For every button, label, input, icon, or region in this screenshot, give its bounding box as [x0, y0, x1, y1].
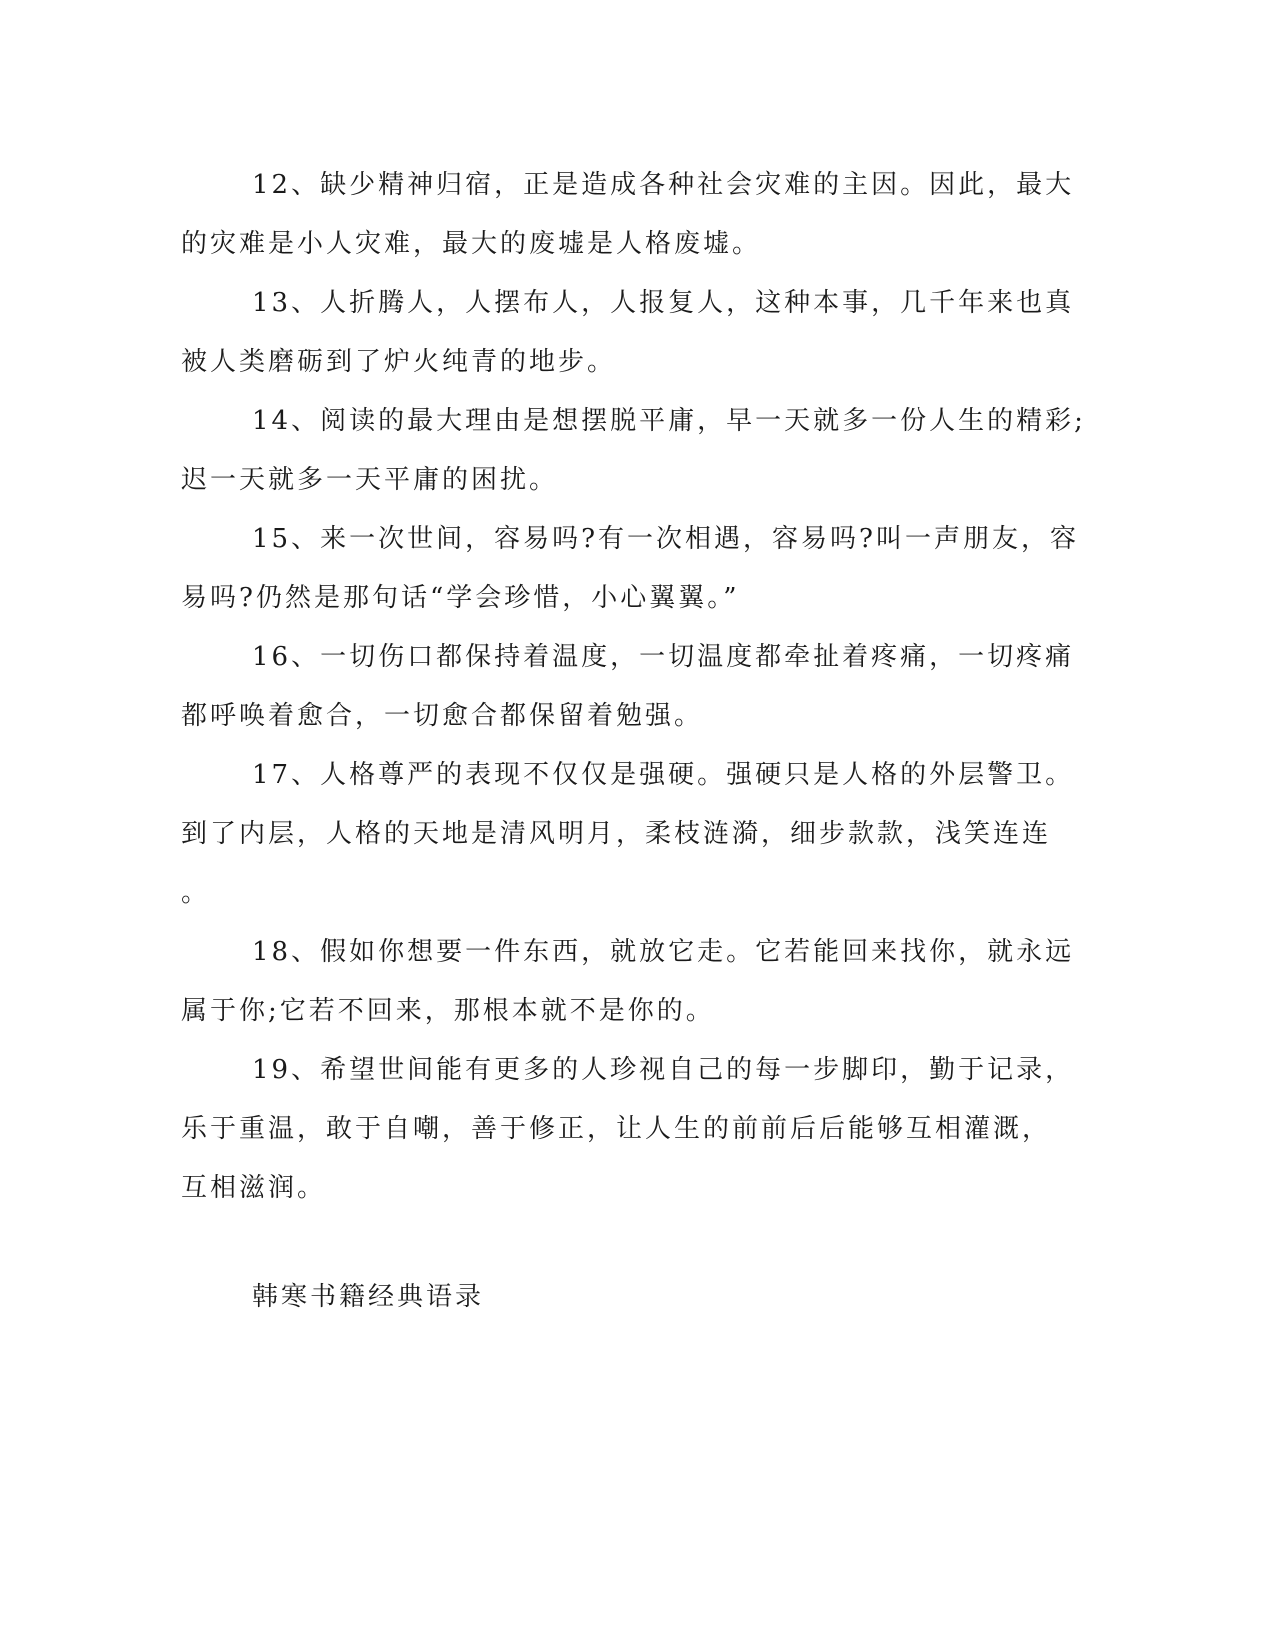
quote-13-line-1: 13、人折腾人，人摆布人，人报复人，这种本事，几千年来也真: [252, 288, 1075, 318]
quote-18-line-1: 18、假如你想要一件东西，就放它走。它若能回来找你，就永远: [252, 937, 1075, 967]
quote-17-line-2: 到了内层，人格的天地是清风明月，柔枝涟漪，细步款款，浅笑连连: [181, 819, 1052, 849]
quote-18: [181, 923, 1075, 1041]
quote-12: [181, 156, 1075, 274]
quote-18-line-2: 属于你;它若不回来，那根本就不是你的。: [181, 996, 715, 1026]
quote-19-line-3: 互相滋润。: [181, 1173, 327, 1203]
quote-15: [181, 510, 1079, 628]
quote-14-line-1: 14、阅读的最大理由是想摆脱平庸，早一天就多一份人生的精彩;: [252, 406, 1086, 436]
quote-17: [181, 746, 1075, 923]
quote-14-line-2: 迟一天就多一天平庸的困扰。: [181, 465, 559, 495]
quote-12-line-2: 的灾难是小人灾难，最大的废墟是人格废墟。: [181, 229, 762, 259]
quote-15-line-2: 易吗?仍然是那句话“学会珍惜，小心翼翼。”: [181, 583, 740, 613]
quote-15-line-1: 15、来一次世间，容易吗?有一次相遇，容易吗?叫一声朋友，容: [252, 524, 1079, 554]
quote-19-line-2: 乐于重温，敢于自嘲，善于修正，让人生的前前后后能够互相灌溉，: [181, 1114, 1052, 1144]
quote-19: [181, 1041, 1075, 1218]
quote-list: [181, 156, 1086, 1218]
quote-17-line-1: 17、人格尊严的表现不仅仅是强硬。强硬只是人格的外层警卫。: [252, 760, 1075, 790]
quote-14: [181, 392, 1086, 510]
quote-19-line-1: 19、希望世间能有更多的人珍视自己的每一步脚印，勤于记录，: [252, 1055, 1075, 1085]
quote-13: [181, 274, 1075, 392]
quote-13-line-2: 被人类磨砺到了炉火纯青的地步。: [181, 347, 617, 377]
quote-16-line-1: 16、一切伤口都保持着温度，一切温度都牵扯着疼痛，一切疼痛: [252, 642, 1075, 672]
quote-17-line-3: 。: [181, 878, 211, 908]
quote-16: [181, 628, 1075, 746]
section-heading: 韩寒书籍经典语录: [252, 1282, 485, 1312]
quote-12-line-1: 12、缺少精神归宿，正是造成各种社会灾难的主因。因此，最大: [252, 170, 1075, 200]
quote-16-line-2: 都呼唤着愈合，一切愈合都保留着勉强。: [181, 701, 704, 731]
